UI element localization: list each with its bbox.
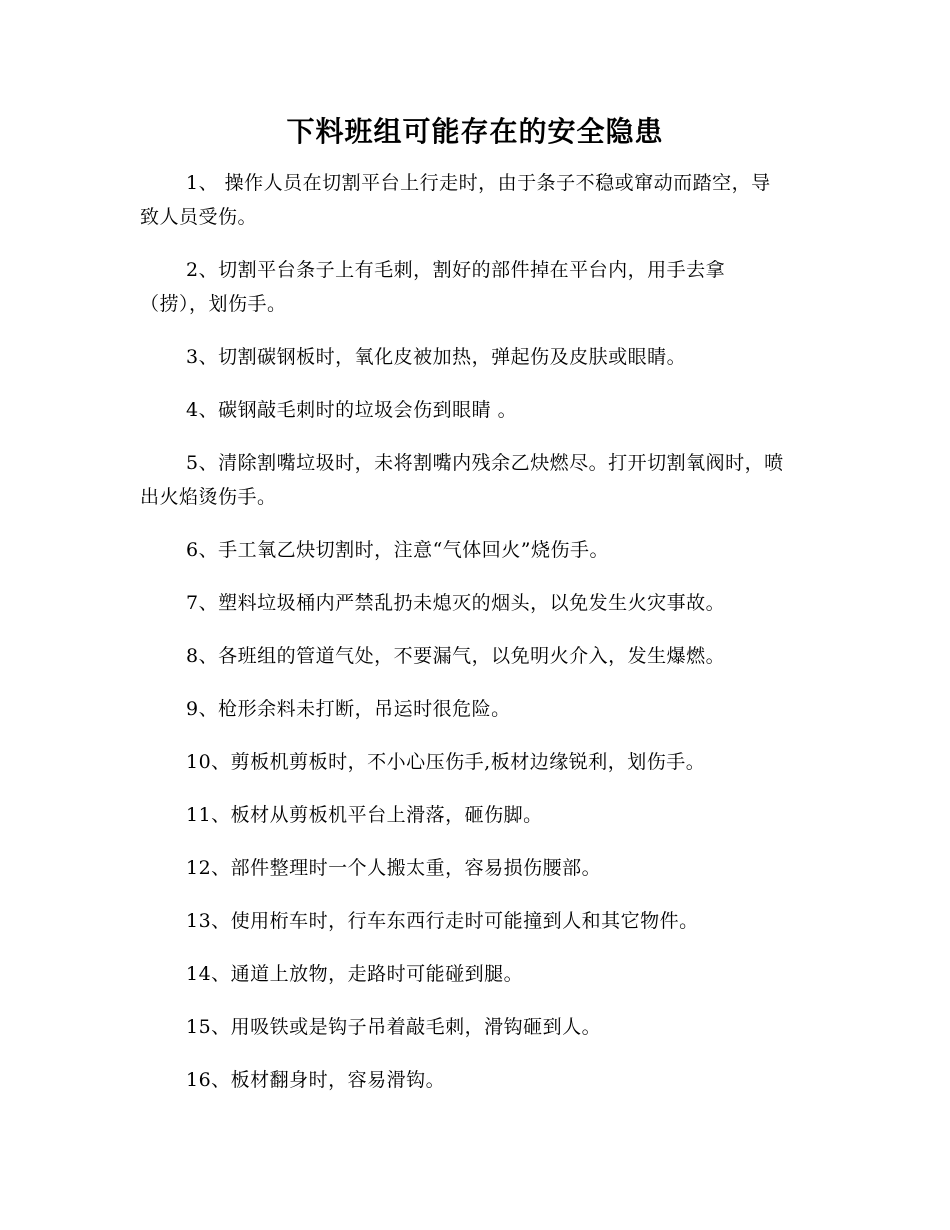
hazard-item-8: 8、各班组的管道气处，不要漏气，以免明火介入，发生爆燃。: [186, 645, 726, 667]
hazard-item-2: 2、切割平台条子上有毛刺，割好的部件掉在平台内，用手去拿（捞），划伤手。: [140, 259, 726, 315]
hazard-item-13: 13、使用桁车时，行车东西行走时可能撞到人和其它物件。: [186, 910, 699, 932]
hazard-item-10: 10、剪板机剪板时，不小心压伤手,板材边缘锐利，划伤手。: [186, 751, 706, 773]
hazard-item-5: 5、清除割嘴垃圾时，未将割嘴内残余乙炔燃尽。打开切割氧阀时，喷出火焰烫伤手。: [140, 452, 784, 508]
hazard-item-3: 3、切割碳钢板时，氧化皮被加热，弹起伤及皮肤或眼睛。: [186, 346, 687, 368]
hazard-item-15: 15、用吸铁或是钩子吊着敲毛刺，滑钩砸到人。: [186, 1016, 602, 1038]
hazard-item-16: 16、板材翻身时，容易滑钩。: [186, 1069, 446, 1091]
hazard-item-11: 11、板材从剪板机平台上滑落，砸伤脚。: [186, 804, 543, 826]
hazard-item-1: 1、 操作人员在切割平台上行走时，由于条子不稳或窜动而踏空，导致人员受伤。: [140, 172, 771, 228]
hazard-item-6: 6、手工氧乙炔切割时，注意“气体回火”烧伤手。: [186, 539, 610, 561]
hazard-item-12: 12、部件整理时一个人搬太重，容易损伤腰部。: [186, 857, 602, 879]
hazard-item-7: 7、塑料垃圾桶内严禁乱扔未熄灭的烟头，以免发生火灾事故。: [186, 592, 726, 614]
hazard-item-14: 14、通道上放物，走路时可能碰到腿。: [186, 963, 524, 985]
hazard-item-9: 9、枪形余料未打断，吊运时很危险。: [186, 698, 511, 720]
hazard-list: [140, 166, 790, 1116]
hazard-item-4: 4、碳钢敲毛刺时的垃圾会伤到眼睛 。: [186, 399, 518, 421]
document-title: 下料班组可能存在的安全隐患: [286, 115, 664, 148]
